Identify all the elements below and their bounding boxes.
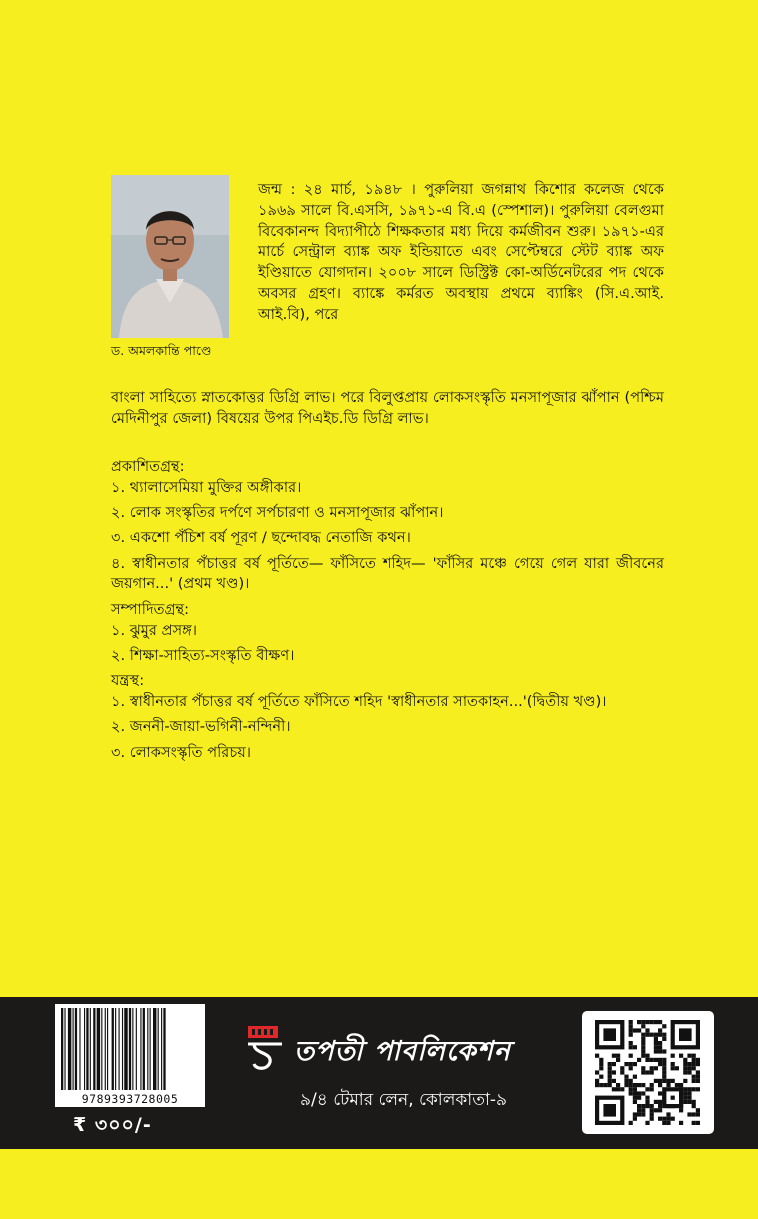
barcode-bars-icon: [61, 1008, 199, 1090]
book-lists: [111, 457, 664, 768]
forthcoming-heading: যন্ত্রস্থ:: [111, 672, 145, 690]
isbn-digits: 9789393728005: [81, 1092, 179, 1106]
edited-item-1: ১. ঝুমুর প্রসঙ্গ।: [111, 621, 197, 639]
published-heading: প্রকাশিতগ্রন্থ:: [111, 458, 185, 475]
author-caption: ড. অমলকান্তি পাণ্ডে: [111, 343, 212, 358]
forthcoming-item-3: ৩. লোকসংস্কৃতি পরিচয়।: [111, 743, 252, 761]
author-bio-top: জন্ম : ২৪ মার্চ, ১৯৪৮ । পুরুলিয়া জগন্নাথ কিশোর কলেজ থেকে ১৯৬৯ সালে বি.এসসি, ১৯৭১-এ বি.এ (স্পেশাল)। পুরুলিয়া বেলগুমা বিবেকানন্দ বিদ্যাপীঠে শিক্ষকতার মধ্য দিয়ে কর্মজীবন শুরু। ১৯৭১-এর মার্চে সেন্ট্রাল ব্যাঙ্ক অফ ইন্ডিয়াতে এবং সেপ্টেম্বরে স্টেট ব্যাঙ্ক অফ ইণ্ডিয়াতে যোগদান। ২০০৮ সালে ডিস্ট্রিক্ট কো-অর্ডিনেটরের পদ থেকে অবসর গ্রহণ। ব্যাঙ্কে কর্মরত অবস্থায় প্রথমে ব্যাঙ্কিং (সি.এ.আই. আই.বি), পরে: [258, 181, 664, 323]
tapati-logo-icon: [246, 1024, 284, 1072]
published-item-4: ৪. স্বাধীনতার পঁচাত্তর বর্ষ পূর্তিতে— ফাঁসিতে শহিদ— 'ফাঁসির মঞ্চে গেয়ে গেল যারা জীবনের জয়গান...' (প্রথম খণ্ড)।: [111, 554, 664, 593]
published-item-1: ১. থ্যালাসেমিয়া মুক্তির অঙ্গীকার।: [111, 478, 302, 496]
isbn-barcode: [55, 1004, 205, 1107]
author-portrait-image: [111, 175, 229, 338]
edited-heading: সম্পাদিতগ্রন্থ:: [111, 600, 190, 618]
publisher-address: ৯/৪ টেমার লেন, কোলকাতা-৯: [300, 1090, 508, 1110]
forthcoming-item-2: ২. জননী-জায়া-ভগিনী-নন্দিনী।: [111, 718, 291, 736]
author-bio-bottom: বাংলা সাহিত্যে স্নাতকোত্তর ডিগ্রি লাভ। পরে বিলুপ্তপ্রায় লোকসংস্কৃতি মনসাপূজার ঝাঁপান (পশ্চিম মেদিনীপুর জেলা) বিষয়ের উপর পিএইচ.ডি ডিগ্রি লাভ।: [111, 389, 664, 427]
publisher-name: তপতী পাবলিকেশন: [294, 1036, 511, 1067]
price-label: ₹ ৩০০/-: [73, 1114, 152, 1136]
published-item-2: ২. লোক সংস্কৃতির দর্পণে সর্পচারণা ও মনসাপূজার ঝাঁপান।: [111, 504, 444, 522]
forthcoming-item-1: ১. স্বাধীনতার পঁচাত্তর বর্ষ পূর্তিতে ফাঁসিতে শহিদ 'স্বাধীনতার সাতকাহন...'(দ্বিতীয় খণ্ড)।: [111, 692, 607, 710]
qr-code-icon: [595, 1020, 700, 1125]
author-photo: [111, 175, 229, 338]
qr-code: [582, 1011, 714, 1134]
published-item-3: ৩. একশো পঁচিশ বর্ষ পূরণ / ছন্দোবদ্ধ নেতাজি কথন।: [111, 529, 411, 547]
edited-item-2: ২. শিক্ষা-সাহিত্য-সংস্কৃতি বীক্ষণ।: [111, 646, 295, 664]
